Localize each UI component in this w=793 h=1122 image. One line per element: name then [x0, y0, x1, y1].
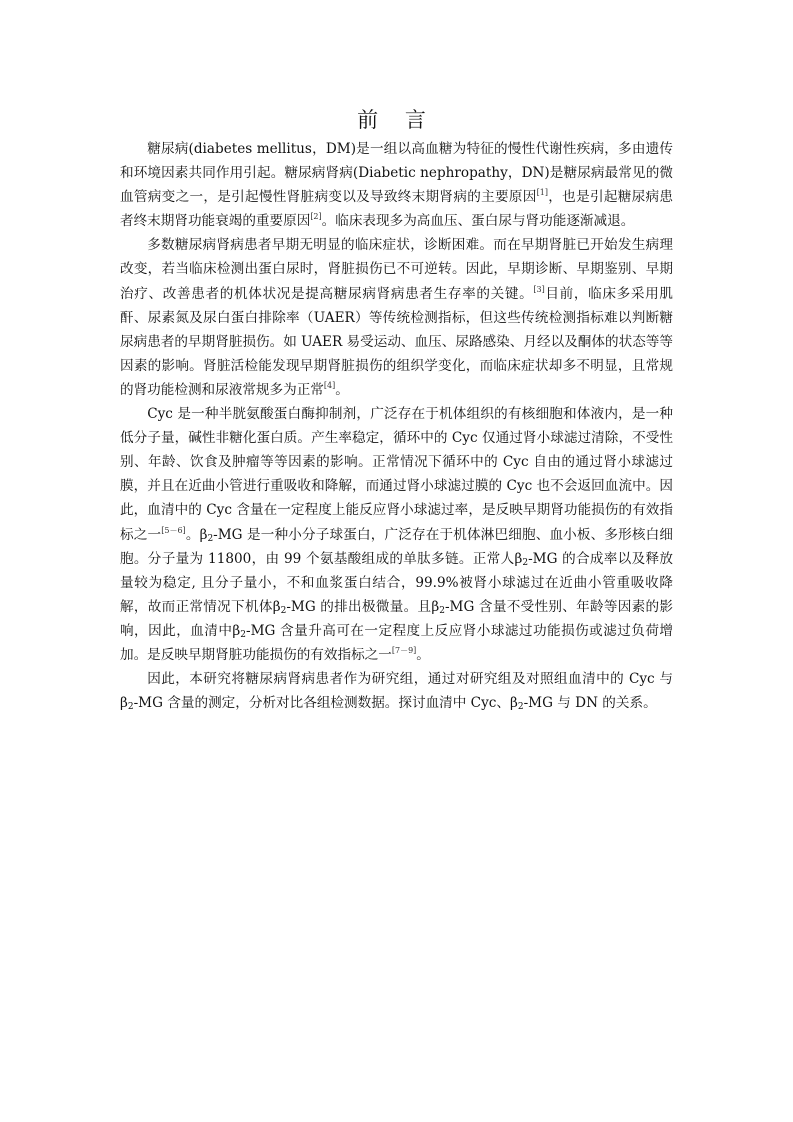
citation-ref: [4] [323, 380, 336, 390]
text-run: 目前，临床多采用肌酐、尿素氮及尿白蛋白排除率（UAER）等传统检测指标，但这些传统检测指标难以判断糖尿病患者的早期肾脏损伤。如 UAER 易受运动、血压、尿路感染、月经以及酮体的状态等等因素的影响。肾脏活检能发现早期肾脏损伤的组织学变化，而临床症状却多不明显，且常规的肾功能检测和尿液常规多为正常 [120, 285, 674, 398]
text-run: 。 [416, 646, 430, 663]
paragraph [120, 667, 673, 715]
text-run: -MG 的排出极微量。且β [286, 598, 440, 615]
subscript: 2 [127, 702, 134, 713]
text-run: 多数糖尿病肾病患者早期无明显的临床症状，诊断困难。而在早期肾脏已开始发生病理改变，若当临床检测出蛋白尿时，肾脏损伤已不可逆转。因此，早期诊断、早期鉴别、早期治疗、改善患者的机体状况是提高糖尿病肾病患者生存率的关键。 [120, 237, 673, 302]
paragraph [120, 233, 673, 402]
citation-ref: [2] [310, 212, 322, 222]
text-run: -MG 是一种小分子球蛋白，广泛存在于机体淋巴细胞、血小板、多形核白细胞。分子量为 11800，由 99 个氨基酸组成的单肽多链。正常人β [120, 526, 674, 567]
text-run: -MG 的合成率以及释放量较为稳定, 且分子量小，不和血浆蛋白结合，99.9%被肾小球滤过在近曲小管重吸收降解，故而正常情况下机体β [120, 550, 673, 615]
text-run: 。 [335, 381, 349, 398]
subscript: 2 [522, 557, 529, 568]
subscript: 2 [517, 702, 524, 713]
text-run: 。β [185, 526, 208, 543]
paragraph [120, 402, 673, 667]
paragraph [120, 137, 673, 233]
text-run: 糖尿病(diabetes mellitus，DM)是一组以高血糖为特征的慢性代谢性疾病，多由遗传和环境因素共同作用引起。糖尿病肾病(Diabetic nephropathy，DN)是糖尿病最常见的微血管病变之一，是引起慢性肾脏病变以及导致终末期肾病的主要原因 [120, 141, 673, 206]
subscript: 2 [207, 533, 214, 544]
text-run: Cyc 是一种半胱氨酸蛋白酶抑制剂，广泛存在于机体组织的有核细胞和体液内，是一种低分子量，碱性非糖化蛋白质。产生率稳定，循环中的 Cyc 仅通过肾小球滤过清除，不受性别、年龄、饮食及肿瘤等等因素的影响。正常情况下循环中的 Cyc 自由的通过肾小球滤过膜，并且在近曲小管进行重吸收和降解，而通过肾小球滤过膜的 Cyc 也不会返回血流中。因此，血清中的 Cyc 含量在一定程度上能反应肾小球滤过率，是反映早期肾功能损伤的有效指标之一 [120, 406, 673, 543]
text-run: -MG 与 DN 的关系。 [523, 695, 657, 712]
body-text [120, 137, 673, 715]
citation-ref: [1] [536, 188, 548, 198]
text-run: -MG 含量的测定，分析对比各组检测数据。探讨血清中 Cyc、β [133, 695, 518, 712]
subscript: 2 [240, 629, 246, 640]
text-run: ，也是引起糖尿病患者终末期肾功能衰竭的重要原因 [120, 189, 673, 230]
citation-ref: [7－9] [391, 645, 417, 655]
page-title: 前 言 [357, 108, 436, 132]
subscript: 2 [439, 605, 445, 616]
text-run: -MG 含量不受性别、年龄等因素的影响，因此，血清中β [120, 598, 673, 639]
text-run: 。临床表现多为高血压、蛋白尿与肾功能逐渐减退。 [321, 213, 635, 230]
text-run: -MG 含量升高可在一定程度上反应肾小球滤过功能损伤或滤过负荷增加。是反映早期肾脏功能损伤的有效指标之一 [120, 622, 673, 663]
text-run: 因此，本研究将糖尿病肾病患者作为研究组，通过对研究组及对照组血清中的 Cyc 与β [120, 671, 673, 712]
citation-ref: [5－6] [161, 525, 186, 535]
citation-ref: [3] [533, 284, 545, 294]
subscript: 2 [280, 605, 287, 616]
